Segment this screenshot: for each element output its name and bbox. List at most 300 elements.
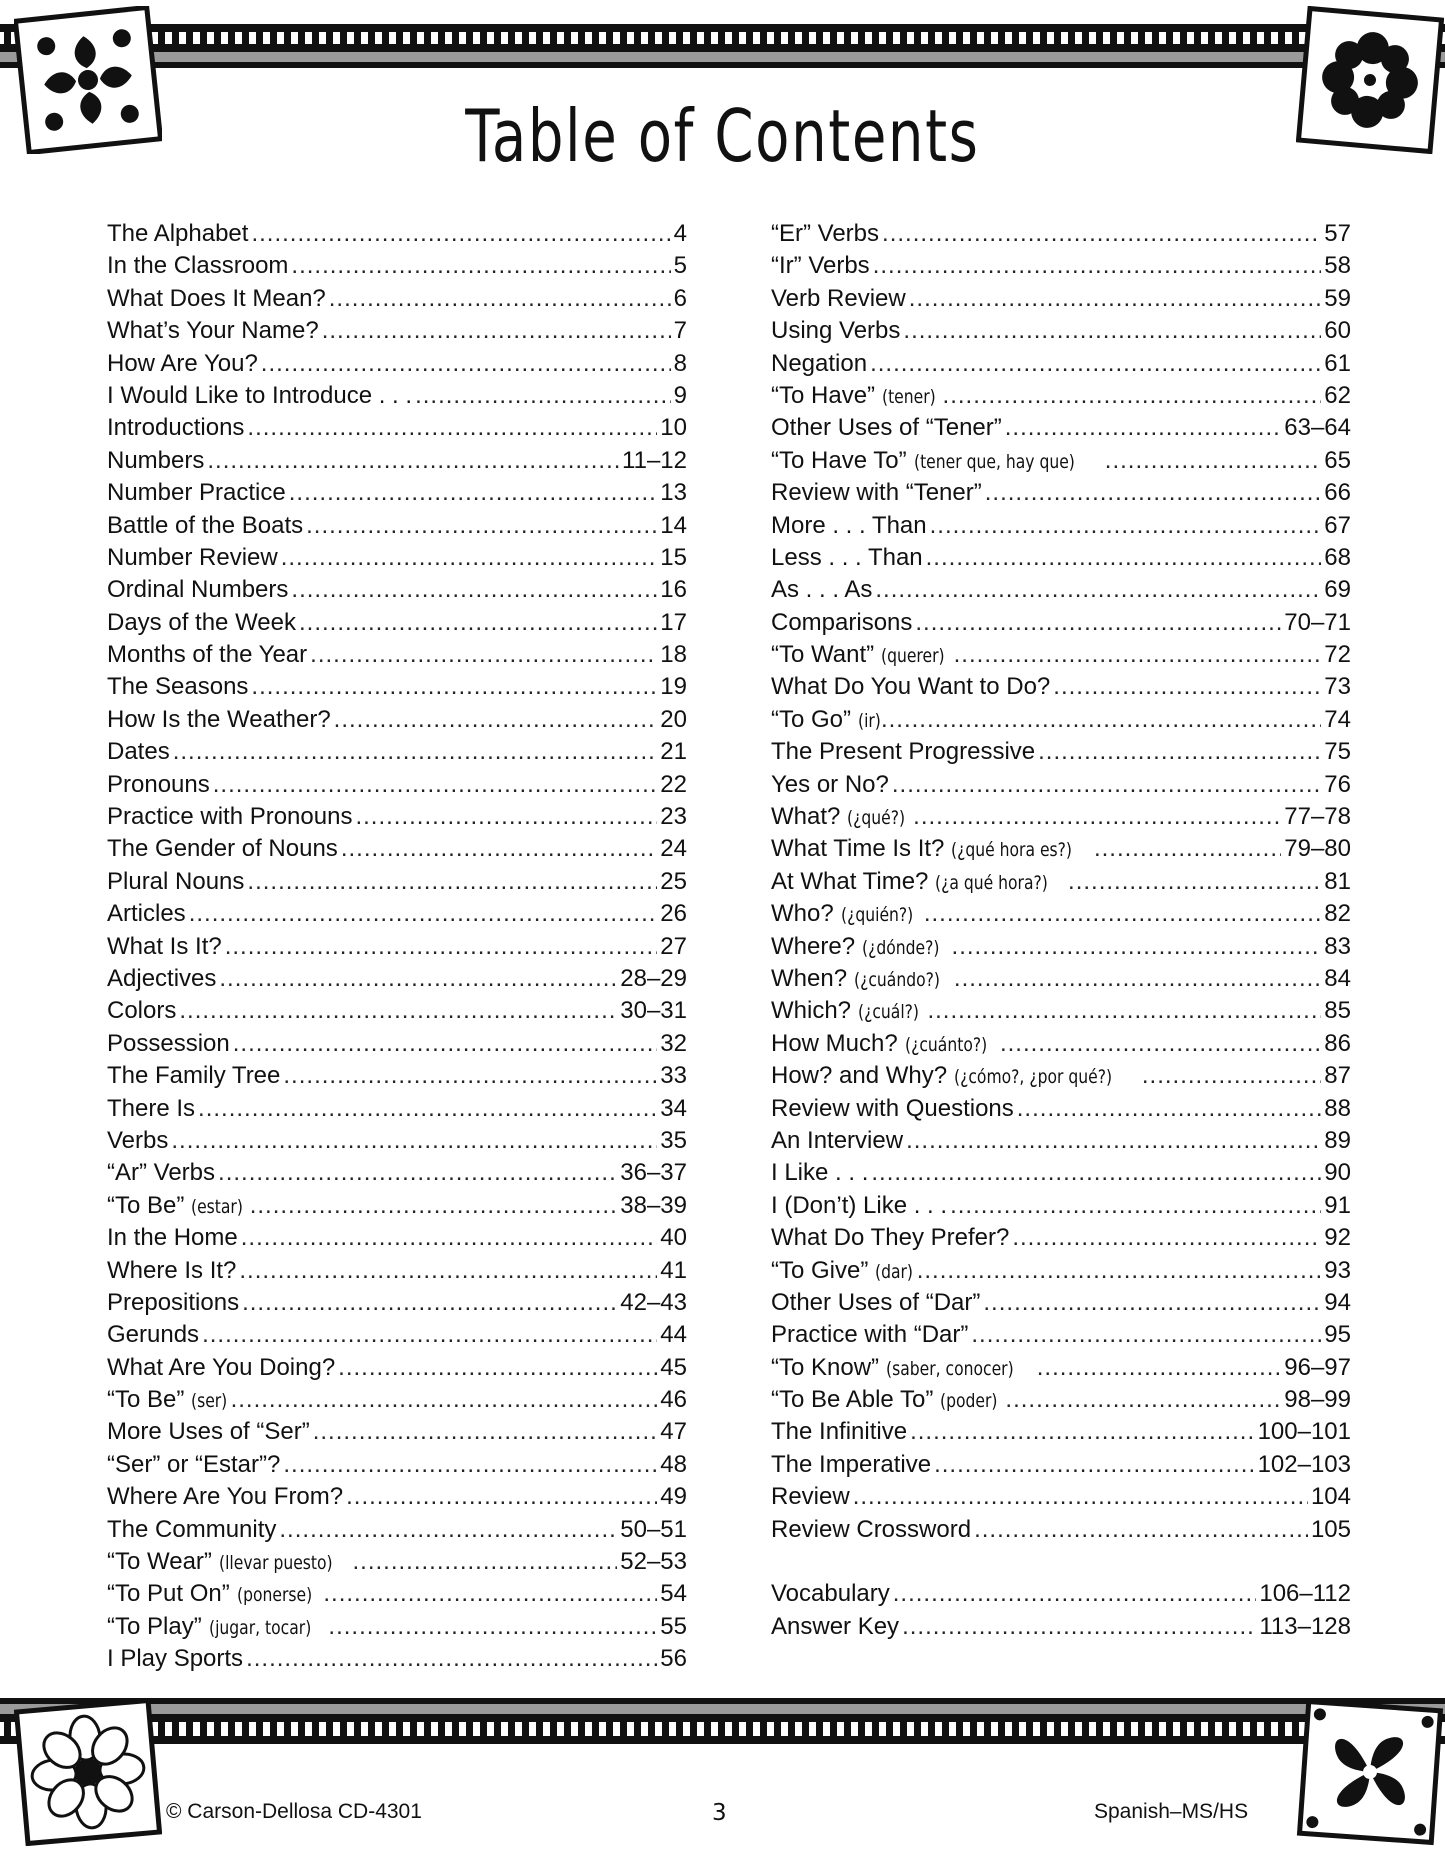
- dot-leader: [241, 1222, 658, 1254]
- entry-page-number: 52–53: [620, 1548, 687, 1576]
- toc-entry: [771, 1287, 1351, 1319]
- entry-title: Days of the Week: [107, 608, 296, 636]
- dot-leader: [985, 477, 1322, 509]
- toc-entry: [771, 445, 1351, 477]
- toc-entry: [771, 1319, 1351, 1351]
- flower-tile-icon: [1296, 6, 1444, 154]
- entry-page-number: 113–128: [1259, 1612, 1351, 1640]
- entry-title: Review Crossword: [771, 1515, 972, 1543]
- dot-leader: [341, 833, 657, 865]
- dot-leader: [917, 1255, 1322, 1287]
- toc-entry: [771, 283, 1351, 315]
- entry-page-number: 34: [660, 1094, 687, 1122]
- toc-entry: [771, 1449, 1351, 1481]
- toc-entry: [107, 510, 687, 542]
- entry-title: Gerunds: [107, 1321, 200, 1349]
- toc-entry: [771, 315, 1351, 347]
- entry-spanish-note: (ir): [858, 709, 881, 732]
- daisy-tile-icon: [14, 1698, 162, 1846]
- entry-title: Possession: [107, 1029, 230, 1057]
- toc-entry: [107, 445, 687, 477]
- entry-page-number: 21: [660, 738, 687, 766]
- dot-leader: [250, 1190, 618, 1222]
- entry-page-number: 15: [660, 543, 687, 571]
- toc-entry: [107, 866, 687, 898]
- entry-title: More . . . Than: [771, 511, 927, 539]
- dot-leader: [189, 898, 658, 930]
- entry-title: In the Classroom: [107, 252, 289, 280]
- entry-page-number: 42–43: [620, 1288, 687, 1316]
- entry-page-number: 46: [660, 1386, 687, 1414]
- dot-leader: [871, 1157, 1321, 1189]
- toc-entry: [771, 607, 1351, 639]
- entry-page-number: 58: [1324, 252, 1351, 280]
- entry-title: Review with Questions: [771, 1094, 1014, 1122]
- toc-entry: [107, 1255, 687, 1287]
- dot-leader: [322, 315, 671, 347]
- entry-page-number: 7: [673, 317, 687, 345]
- entry-title: Numbers: [107, 446, 205, 474]
- dot-leader: [233, 1028, 658, 1060]
- entry-page-number: 102–103: [1257, 1450, 1351, 1478]
- entry-page-number: 25: [660, 867, 687, 895]
- entry-title: Verbs: [107, 1126, 169, 1154]
- entry-spanish-note: (ponerse): [236, 1584, 312, 1607]
- toc-entry: [771, 995, 1351, 1027]
- entry-title: Months of the Year: [107, 641, 308, 669]
- dot-leader: [1037, 1352, 1282, 1384]
- dot-leader: [291, 250, 670, 282]
- toc-entry: [107, 607, 687, 639]
- dot-leader: [306, 510, 657, 542]
- dot-leader: [971, 1319, 1321, 1351]
- toc-entry: [771, 250, 1351, 282]
- toc-entry: [107, 315, 687, 347]
- entry-page-number: 70–71: [1284, 608, 1351, 636]
- toc-right-column: [771, 218, 1351, 1643]
- entry-title: How Is the Weather?: [107, 705, 331, 733]
- dot-leader: [893, 1578, 1257, 1610]
- entry-title: Introductions: [107, 414, 245, 442]
- dot-leader: [207, 445, 619, 477]
- entry-page-number: 65: [1324, 446, 1351, 474]
- toc-entry: [771, 639, 1351, 671]
- entry-page-number: 60: [1324, 317, 1351, 345]
- dot-leader: [913, 801, 1281, 833]
- toc-entry: [107, 704, 687, 736]
- dot-leader: [1094, 833, 1281, 865]
- dot-leader: [903, 315, 1321, 347]
- entry-title: Using Verbs: [771, 317, 901, 345]
- entry-page-number: 63–64: [1284, 414, 1351, 442]
- toc-spacer: [771, 1546, 1351, 1578]
- toc-left-column: [107, 218, 687, 1676]
- dot-leader: [338, 1352, 657, 1384]
- entry-title: I Play Sports: [107, 1645, 244, 1673]
- entry-page-number: 10: [660, 414, 687, 442]
- dot-leader: [853, 1481, 1308, 1513]
- dot-leader: [881, 704, 1321, 736]
- dot-leader: [873, 250, 1322, 282]
- toc-entry: [771, 769, 1351, 801]
- toc-entry: [107, 736, 687, 768]
- toc-entry: [771, 1157, 1351, 1189]
- entry-page-number: 104: [1310, 1483, 1351, 1511]
- entry-spanish-note: (¿dónde?): [862, 936, 940, 959]
- toc-entry: [771, 477, 1351, 509]
- toc-entry: [107, 1449, 687, 1481]
- dot-leader: [1012, 1222, 1321, 1254]
- toc-entry: [107, 1125, 687, 1157]
- entry-spanish-note: (¿qué?): [847, 807, 906, 830]
- entry-page-number: 50–51: [620, 1515, 687, 1543]
- entry-title: As . . . As: [771, 576, 873, 604]
- entry-page-number: 59: [1324, 284, 1351, 312]
- entry-page-number: 14: [660, 511, 687, 539]
- toc-entry: [771, 898, 1351, 930]
- entry-title: What Do They Prefer?: [771, 1224, 1010, 1252]
- dot-leader: [1053, 671, 1321, 703]
- entry-page-number: 30–31: [620, 997, 687, 1025]
- entry-page-number: 47: [660, 1418, 687, 1446]
- entry-spanish-note: (querer): [881, 645, 945, 668]
- entry-page-number: 87: [1324, 1062, 1351, 1090]
- entry-page-number: 8: [673, 349, 687, 377]
- entry-title: “Ir” Verbs: [771, 252, 870, 280]
- entry-page-number: 9: [673, 381, 687, 409]
- toc-entry: [107, 1319, 687, 1351]
- dot-leader: [171, 1125, 657, 1157]
- entry-title: When?: [771, 964, 848, 992]
- entry-page-number: 77–78: [1284, 803, 1351, 831]
- entry-title: Other Uses of “Dar”: [771, 1288, 981, 1316]
- entry-title: An Interview: [771, 1126, 904, 1154]
- dot-leader: [299, 607, 657, 639]
- toc-entry: [107, 1190, 687, 1222]
- toc-entry: [771, 931, 1351, 963]
- toc-entry: [771, 348, 1351, 380]
- entry-spanish-note: (¿cómo?, ¿por qué?): [954, 1066, 1113, 1089]
- entry-page-number: 75: [1324, 738, 1351, 766]
- entry-title: The Infinitive: [771, 1418, 908, 1446]
- toc-entry: [771, 704, 1351, 736]
- entry-page-number: 23: [660, 803, 687, 831]
- entry-page-number: 105: [1310, 1515, 1351, 1543]
- toc-entry: [107, 1222, 687, 1254]
- entry-page-number: 96–97: [1284, 1353, 1351, 1381]
- entry-page-number: 26: [660, 900, 687, 928]
- dot-leader: [346, 1481, 657, 1513]
- toc-entry: [107, 833, 687, 865]
- entry-page-number: 40: [660, 1224, 687, 1252]
- entry-title: Number Practice: [107, 479, 286, 507]
- dot-leader: [915, 607, 1281, 639]
- toc-entry: [771, 1255, 1351, 1287]
- toc-entry: [107, 412, 687, 444]
- entry-title: “To Play”: [107, 1612, 202, 1640]
- dot-leader: [246, 1643, 657, 1675]
- entry-page-number: 69: [1324, 576, 1351, 604]
- dot-leader: [334, 704, 658, 736]
- entry-title: Negation: [771, 349, 868, 377]
- dot-leader: [1142, 1060, 1321, 1092]
- toc-entry: [107, 1416, 687, 1448]
- dot-leader: [202, 1319, 657, 1351]
- entry-page-number: 49: [660, 1483, 687, 1511]
- dot-leader: [242, 1287, 617, 1319]
- entry-title: Yes or No?: [771, 770, 889, 798]
- entry-page-number: 93: [1324, 1256, 1351, 1284]
- entry-page-number: 106–112: [1259, 1580, 1351, 1608]
- entry-page-number: 5: [673, 252, 687, 280]
- dot-leader: [909, 283, 1322, 315]
- toc-entry: [771, 833, 1351, 865]
- dot-leader: [1005, 1384, 1281, 1416]
- entry-page-number: 92: [1324, 1224, 1351, 1252]
- dot-leader: [247, 412, 657, 444]
- entry-spanish-note: (¿a qué hora?): [935, 871, 1049, 894]
- entry-title: There Is: [107, 1094, 196, 1122]
- entry-title: Battle of the Boats: [107, 511, 304, 539]
- entry-page-number: 20: [660, 705, 687, 733]
- dot-leader: [328, 1611, 657, 1643]
- toc-entry: [107, 639, 687, 671]
- entry-page-number: 81: [1324, 867, 1351, 895]
- entry-page-number: 41: [660, 1256, 687, 1284]
- toc-entry: [771, 1028, 1351, 1060]
- toc-entry: [771, 1481, 1351, 1513]
- dot-leader: [283, 1060, 657, 1092]
- entry-page-number: 73: [1324, 673, 1351, 701]
- dot-leader: [239, 1255, 657, 1287]
- entry-page-number: 94: [1324, 1288, 1351, 1316]
- entry-page-number: 74: [1324, 705, 1351, 733]
- toc-entry: [771, 542, 1351, 574]
- dot-leader: [924, 898, 1321, 930]
- dot-leader: [213, 769, 658, 801]
- dot-leader: [875, 574, 1321, 606]
- toc-entry: [107, 1093, 687, 1125]
- page-title: Table of Contents: [465, 94, 980, 178]
- toc-entry: [107, 1028, 687, 1060]
- entry-spanish-note: (ser): [191, 1390, 228, 1413]
- entry-title: I Would Like to Introduce . . .: [107, 381, 413, 409]
- entry-page-number: 84: [1324, 964, 1351, 992]
- entry-title: What?: [771, 803, 841, 831]
- toc-entry: [771, 1125, 1351, 1157]
- entry-title: What Does It Mean?: [107, 284, 326, 312]
- entry-spanish-note: (¿cuánto?): [904, 1033, 987, 1056]
- entry-spanish-note: (¿cuál?): [858, 1001, 920, 1024]
- toc-entry: [771, 1060, 1351, 1092]
- entry-page-number: 27: [660, 932, 687, 960]
- series-label: Spanish–MS/HS: [1094, 1800, 1249, 1823]
- entry-title: Articles: [107, 900, 186, 928]
- dot-leader: [291, 574, 657, 606]
- entry-title: The Family Tree: [107, 1062, 281, 1090]
- toc-entry: [107, 671, 687, 703]
- toc-entry: [107, 1352, 687, 1384]
- entry-title: What Are You Doing?: [107, 1353, 336, 1381]
- petal-tile-icon: [1296, 1698, 1444, 1846]
- toc-entry: [107, 574, 687, 606]
- toc-entry: [771, 1352, 1351, 1384]
- entry-page-number: 24: [660, 835, 687, 863]
- toc-entry: [107, 963, 687, 995]
- bottom-border: [0, 1694, 1445, 1770]
- entry-title: What’s Your Name?: [107, 317, 319, 345]
- entry-title: Where Are You From?: [107, 1483, 344, 1511]
- entry-title: What Do You Want to Do?: [771, 673, 1051, 701]
- entry-spanish-note: (tener que, hay que): [913, 450, 1075, 473]
- toc-entry: [771, 1514, 1351, 1546]
- entry-title: What Is It?: [107, 932, 222, 960]
- entry-page-number: 91: [1324, 1191, 1351, 1219]
- entry-page-number: 44: [660, 1321, 687, 1349]
- dot-leader: [281, 542, 658, 574]
- entry-title: I (Don’t) Like . . .: [771, 1191, 948, 1219]
- entry-page-number: 72: [1324, 641, 1351, 669]
- toc-entry: [107, 1611, 687, 1643]
- toc-entry: [107, 477, 687, 509]
- entry-title: Adjectives: [107, 964, 217, 992]
- toc-entry: [771, 1190, 1351, 1222]
- dot-leader: [910, 1416, 1254, 1448]
- entry-title: Ordinal Numbers: [107, 576, 289, 604]
- entry-page-number: 82: [1324, 900, 1351, 928]
- toc-entry: [771, 963, 1351, 995]
- entry-title: How Much?: [771, 1029, 898, 1057]
- entry-page-number: 79–80: [1284, 835, 1351, 863]
- copyright-text: © Carson-Dellosa CD-4301: [166, 1800, 422, 1823]
- dot-leader: [225, 931, 658, 963]
- entry-page-number: 16: [660, 576, 687, 604]
- dot-leader: [251, 218, 670, 250]
- dot-leader: [415, 380, 671, 412]
- toc-entry: [771, 510, 1351, 542]
- entry-title: How? and Why?: [771, 1062, 948, 1090]
- dot-leader: [231, 1384, 658, 1416]
- entry-title: “To Know”: [771, 1353, 880, 1381]
- dot-leader: [219, 963, 617, 995]
- page-number: 3: [712, 1800, 727, 1826]
- toc-entry: [107, 1060, 687, 1092]
- toc-entry: [107, 283, 687, 315]
- entry-title: How Are You?: [107, 349, 258, 377]
- entry-title: Review with “Tener”: [771, 479, 982, 507]
- toc-entry: [107, 931, 687, 963]
- dot-leader: [954, 639, 1322, 671]
- dot-leader: [1068, 866, 1321, 898]
- dot-leader: [289, 477, 658, 509]
- entry-title: “To Be”: [107, 1386, 185, 1414]
- entry-title: What Time Is It?: [771, 835, 945, 863]
- entry-title: In the Home: [107, 1224, 238, 1252]
- dot-leader: [952, 931, 1322, 963]
- dot-leader: [1017, 1093, 1322, 1125]
- entry-title: “Ar” Verbs: [107, 1159, 216, 1187]
- entry-page-number: 68: [1324, 543, 1351, 571]
- toc-entry: [771, 801, 1351, 833]
- toc-entry: [107, 542, 687, 574]
- entry-page-number: 19: [660, 673, 687, 701]
- dot-leader: [352, 1546, 617, 1578]
- toc-entry: [107, 898, 687, 930]
- entry-page-number: 62: [1324, 381, 1351, 409]
- toc-entry: [771, 412, 1351, 444]
- entry-title: More Uses of “Ser”: [107, 1418, 310, 1446]
- dot-leader: [1038, 736, 1321, 768]
- entry-spanish-note: (¿qué hora es?): [951, 839, 1073, 862]
- entry-title: Practice with Pronouns: [107, 803, 353, 831]
- entry-page-number: 89: [1324, 1126, 1351, 1154]
- entry-title: “To Be Able To”: [771, 1386, 934, 1414]
- toc-entry: [107, 1546, 687, 1578]
- entry-title: The Present Progressive: [771, 738, 1036, 766]
- entry-page-number: 66: [1324, 479, 1351, 507]
- entry-page-number: 76: [1324, 770, 1351, 798]
- top-border: [0, 0, 1445, 76]
- dot-leader: [251, 671, 657, 703]
- entry-title: Colors: [107, 997, 177, 1025]
- entry-page-number: 33: [660, 1062, 687, 1090]
- entry-title: Review: [771, 1483, 850, 1511]
- entry-page-number: 38–39: [620, 1191, 687, 1219]
- entry-title: “To Give”: [771, 1256, 869, 1284]
- entry-title: “To Go”: [771, 705, 852, 733]
- dot-leader: [927, 995, 1321, 1027]
- entry-title: The Alphabet: [107, 220, 249, 247]
- dot-leader: [355, 801, 657, 833]
- dot-leader: [1000, 1028, 1321, 1060]
- toc-entry: [771, 1384, 1351, 1416]
- entry-page-number: 90: [1324, 1159, 1351, 1187]
- entry-title: Comparisons: [771, 608, 913, 636]
- toc-entry: [107, 1287, 687, 1319]
- entry-title: At What Time?: [771, 867, 929, 895]
- entry-page-number: 83: [1324, 932, 1351, 960]
- entry-page-number: 100–101: [1257, 1418, 1351, 1446]
- toc-entry: [771, 1093, 1351, 1125]
- entry-spanish-note: (poder): [940, 1390, 998, 1413]
- entry-page-number: 56: [660, 1645, 687, 1673]
- toc-entry: [771, 671, 1351, 703]
- dot-leader: [179, 995, 617, 1027]
- entry-title: “To Be”: [107, 1191, 185, 1219]
- entry-title: The Seasons: [107, 673, 249, 701]
- entry-page-number: 85: [1324, 997, 1351, 1025]
- toc-entry: [107, 348, 687, 380]
- dot-leader: [323, 1578, 657, 1610]
- dot-leader: [906, 1125, 1321, 1157]
- entry-title: “To Have To”: [771, 446, 907, 474]
- entry-title: Pronouns: [107, 770, 210, 798]
- dot-leader: [279, 1514, 617, 1546]
- entry-page-number: 98–99: [1284, 1386, 1351, 1414]
- toc-entry: [771, 218, 1351, 250]
- entry-title: Plural Nouns: [107, 867, 245, 895]
- toc-entry: [107, 250, 687, 282]
- entry-spanish-note: (estar): [191, 1195, 244, 1218]
- entry-page-number: 28–29: [620, 964, 687, 992]
- entry-title: “To Have”: [771, 381, 876, 409]
- dot-leader: [892, 769, 1321, 801]
- entry-spanish-note: (¿cuándo?): [854, 968, 941, 991]
- toc-entry: [107, 801, 687, 833]
- entry-title: “To Put On”: [107, 1580, 230, 1608]
- entry-title: “To Wear”: [107, 1548, 212, 1576]
- toc-entry: [771, 1222, 1351, 1254]
